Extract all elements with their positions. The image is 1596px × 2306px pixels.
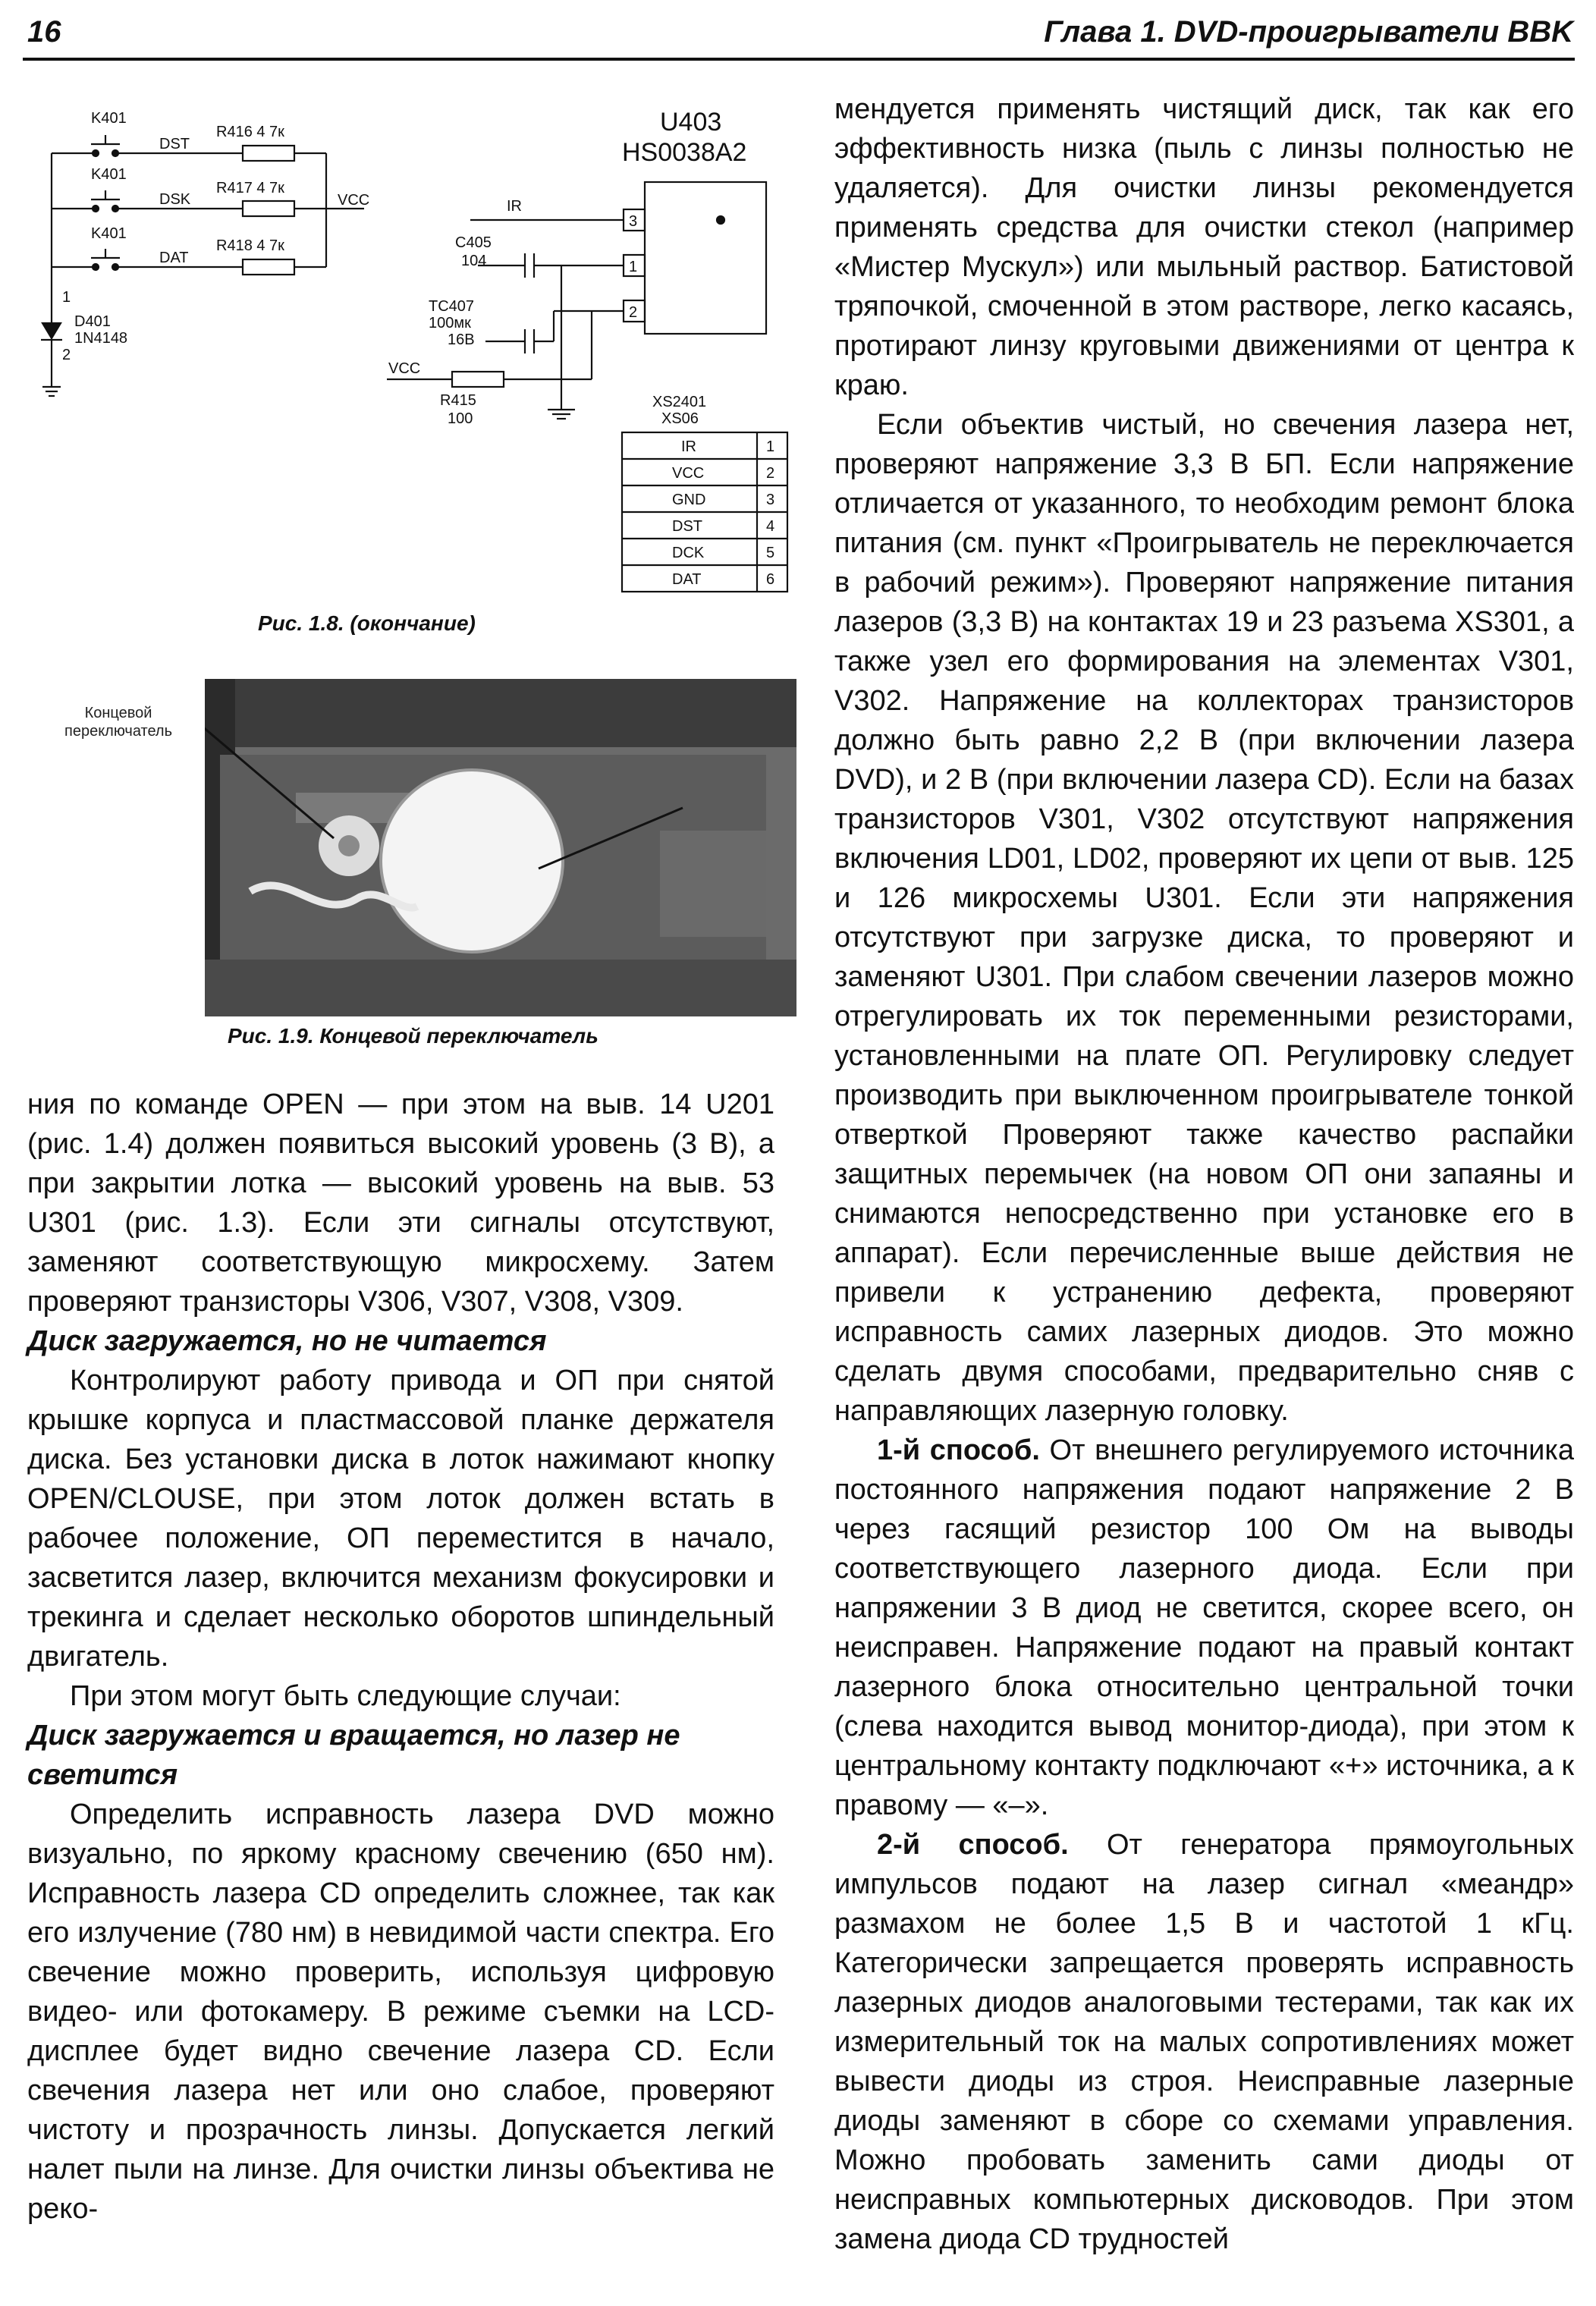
vcc-label: VCC: [388, 360, 421, 377]
connector-pin-num: 4: [766, 518, 775, 535]
diode-ref: D401: [74, 313, 111, 330]
ic-pin: 1: [629, 259, 638, 275]
paragraph: мендуется применять чистящий диск, так как его эффективность низка (пыль с линзы полностью не удаляется). Для очистки линзы рекомендуется применять средства для очистки стекол (например «Мистер Мускул») или мыльный раствор. Батистовой тряпочкой, смоченной в этом растворе, легко касаясь, протирают линзу круговыми движениями от центра к краю.: [834, 93, 1574, 401]
c405-ref: C405: [455, 234, 492, 251]
figure-photo: [205, 679, 796, 1016]
resistor-label: R416 4 7к: [216, 124, 284, 140]
paragraph: ния по команде OPEN — при этом на выв. 14 U201 (рис. 1.4) должен появиться высокий уровень (3 В), а при закрытии лотка — высокий уровень на выв. 53 U301 (рис. 1.3). Если эти сигналы отсутствуют, заменяют соответствующую микросхему. Затем проверяют транзисторы V306, V307, V308, V309.: [27, 1089, 774, 1318]
ic-pin: 2: [629, 304, 638, 321]
net-label: DSK: [159, 191, 191, 208]
connector-pin-num: 2: [766, 465, 775, 482]
paragraph: [834, 1431, 1574, 1825]
tc407-voltage: 16В: [448, 331, 475, 348]
page-number: 16: [27, 15, 61, 49]
header-rule: [23, 58, 1575, 61]
connector-pin-num: 5: [766, 545, 775, 561]
r415-value: 100: [448, 410, 473, 427]
connector-pin-num: 1: [766, 438, 775, 455]
left-column: [27, 1085, 774, 2229]
diode-pin: 1: [62, 289, 71, 306]
c405-value: 104: [461, 253, 487, 269]
paragraph: Если объектив чистый, но свечения лазера нет, проверяют напряжение 3,3 В БП. Если напряжение отличается от указанного, то необходим ремонт блока питания (см. пункт «Проигрыватель не переключается в рабочий режим»). Проверяют напряжение питания лазеров (3,3 В) на контактах 19 и 23 разъема XS301, а также узел его формирования на элементах V301, V302. Напряжение на коллекторах транзисторов должно быть равно 2,2 В (при включении лазера DVD), и 2 В (при включении лазера CD). Если на базах транзисторов V301, V302 отсутствуют напряжения включения LD01, LD02, проверяют их цепи от выв. 125 и 126 микросхемы U301. Если эти напряжения отсутствуют при загрузке диска, то проверяют и заменяют U301. При слабом свечении лазеров можно отрегулировать их ток переменными резисторами, установленными на плате ОП. Регулировку следует производить при выключенном проигрывателе тонкой отверткой Проверяют также качество распайки защитных перемычек (на новом ОП они запаяны и снимаются непосредственно при установке его в аппарат). Если перечисленные выше действия не привели к устранению дефекта, проверяют исправность самих лазерных диодов. Это можно сделать двумя способами, предварительно сняв с направляющих лазерную головку.: [834, 409, 1574, 1427]
connector-pin-num: 6: [766, 571, 775, 588]
method-text: От генератора прямоугольных импульсов подают на лазер сигнал «меандр» размахом не более 1,5 В и частотой 1 кГц. Категорически запрещается проверять исправность лазерных диодов аналоговыми тестерами, так как их измерительный ток на малых сопротивлениях может вывести диоды из строя. Неисправные лазерные диоды заменяют в сборе со схемами управления. Можно пробовать заменить сами диоды от неисправных компьютерных дисководов. При этом замена диода CD трудностей: [834, 1829, 1574, 2255]
switch-label: K401: [91, 166, 127, 183]
vcc-label: VCC: [338, 192, 370, 209]
ic-ref: U403: [660, 108, 722, 137]
resistor-label: R417 4 7к: [216, 180, 284, 196]
method-label: 2-й способ.: [877, 1829, 1069, 1861]
connector-pin-name: GND: [672, 492, 706, 508]
method-text: От внешнего регулируемого источника постоянного напряжения подают напряжение 2 В через гасящий резистор 100 Ом на выводы соответствующего лазерного диода. Если при напряжении 3 В диод не светится, скорее всего, он неисправен. Напряжение подают на правый контакт лазерного блока относительно центральной точки (слева находится вывод монитор-диода), при этом к центральному контакту подключают «+» источника, а к правому — «–».: [834, 1434, 1574, 1821]
ic-part: HS0038A2: [622, 138, 747, 167]
method-label: 1-й способ.: [877, 1434, 1040, 1466]
r415-ref: R415: [440, 392, 476, 409]
photo-label-switch: Концевой переключатель: [64, 705, 172, 740]
net-label: DAT: [159, 250, 189, 266]
net-label: DST: [159, 136, 190, 152]
right-column: [834, 90, 1574, 2259]
section-heading: Диск загружается и вращается, но лазер не светится: [27, 1720, 680, 1791]
connector-pin-num: 3: [766, 492, 775, 508]
connector-part: XS06: [661, 410, 699, 427]
ir-label: IR: [507, 198, 522, 215]
switch-label: K401: [91, 110, 127, 127]
paragraph: Определить исправность лазера DVD можно визуально, по яркому красному свечению (650 нм). Исправность лазера CD определить сложнее, так как его излучение (780 нм) в невидимой части спектра. Его свечение можно проверить, используя цифровую видео- или фотокамеру. В режиме съемки на LCD-дисплее будет видно свечение лазера CD. Если свечения лазера нет или оно слабое, проверяют чистоту и прозрачность линзы. Допускается легкий налет пыли на линзе. Для очистки линзы объектива не реко-: [27, 1799, 774, 2225]
connector-pin-name: DST: [672, 518, 702, 535]
paragraph: [834, 1825, 1574, 2259]
connector-ref: XS2401: [652, 394, 707, 410]
ic-pin: 3: [629, 213, 638, 230]
chapter-title: Глава 1. DVD-проигрыватели BBK: [1044, 15, 1573, 49]
schematic-diagram: [30, 99, 789, 599]
paragraph: При этом могут быть следующие случаи:: [70, 1680, 621, 1712]
resistor-label: R418 4 7к: [216, 237, 284, 254]
tc407-ref: TC407: [429, 298, 475, 315]
figure-caption: Рис. 1.8. (окончание): [258, 611, 476, 635]
connector-pin-name: VCC: [672, 465, 705, 482]
connector-pin-name: DAT: [672, 571, 702, 588]
connector-pin-name: IR: [681, 438, 696, 455]
tc407-value: 100мк: [429, 315, 471, 331]
paragraph: Контролируют работу привода и ОП при снятой крышке корпуса и пластмассовой планке держателя диска. Без установки диска в лоток нажимают кнопку OPEN/CLOUSE, при этом лоток должен встать в рабочее положение, ОП переместится в начало, засветится лазер, включится механизм фокусировки и трекинга и сделает несколько оборотов шпиндельный двигатель.: [27, 1365, 774, 1673]
switch-label: K401: [91, 225, 127, 242]
figure-caption: Рис. 1.9. Концевой переключатель: [228, 1024, 598, 1048]
diode-pin: 2: [62, 347, 71, 363]
section-heading: Диск загружается, но не читается: [27, 1325, 547, 1357]
connector-pin-name: DCK: [672, 545, 705, 561]
diode-part: 1N4148: [74, 330, 128, 347]
